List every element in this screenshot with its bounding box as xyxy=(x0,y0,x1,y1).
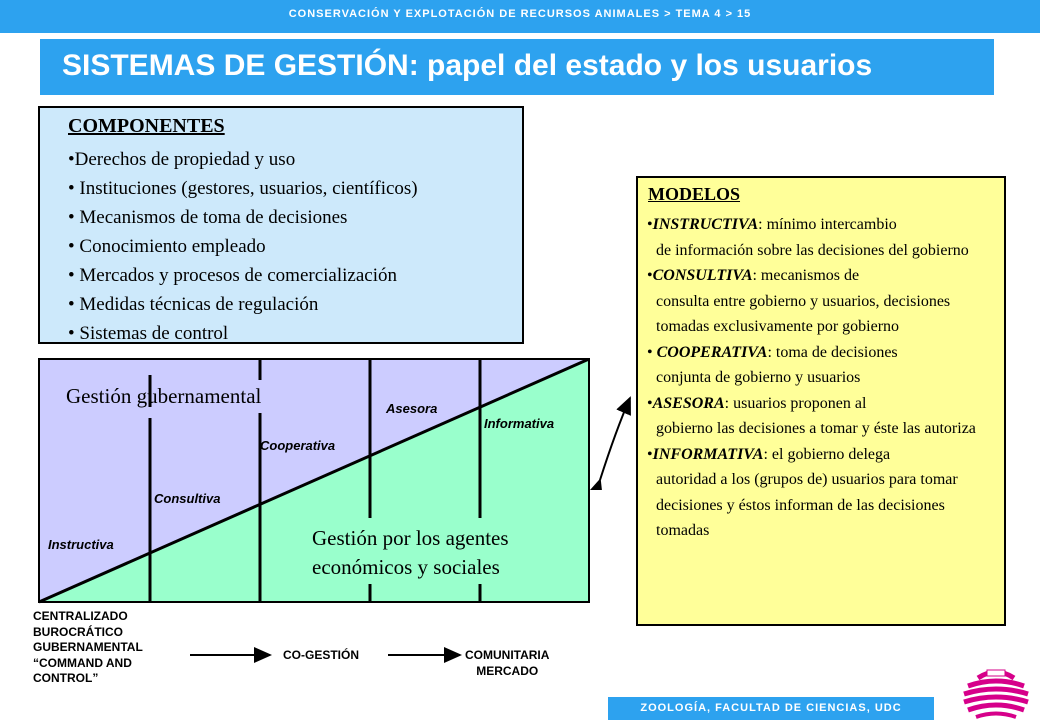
spectrum-line: “COMMAND AND xyxy=(33,655,132,670)
agents-label-line: económicos y sociales xyxy=(312,555,500,579)
model-item xyxy=(647,442,999,544)
agents-label-line: Gestión por los agentes xyxy=(312,526,509,550)
model-description: autoridad a los (grupos de) usuarios para tomar decisiones y éstos informan de las decisiones tomadas xyxy=(656,471,958,539)
footer-bar xyxy=(608,697,934,720)
model-key: INFORMATIVA xyxy=(652,445,764,463)
model-key: COOPERATIVA xyxy=(656,343,768,361)
model-text: : toma de decisiones xyxy=(767,343,898,361)
spectrum-line: BUROCRÁTICO xyxy=(33,624,123,639)
university-logo-icon xyxy=(956,664,1036,720)
spectrum-line: COMUNITARIA xyxy=(465,648,550,662)
list-item: • Instituciones (gestores, usuarios, científicos) xyxy=(68,178,418,199)
list-item: • Conocimiento empleado xyxy=(68,236,266,257)
model-item xyxy=(647,340,999,391)
model-key: INSTRUCTIVA xyxy=(652,216,759,233)
model-text: : mínimo intercambio xyxy=(758,216,897,233)
model-description: gobierno las decisiones a tomar y éste las autoriza xyxy=(656,420,976,437)
models-heading: MODELOS xyxy=(648,184,741,204)
title-banner xyxy=(40,39,994,95)
spectrum-line: MERCADO xyxy=(476,663,539,678)
stage-label: Informativa xyxy=(484,416,555,431)
spectrum-line: CONTROL” xyxy=(33,671,99,685)
bullet: • xyxy=(647,394,653,412)
bullet: • xyxy=(647,343,657,361)
list-item: • Mecanismos de toma de decisiones xyxy=(68,207,348,228)
models-list xyxy=(647,212,999,544)
model-description: conjunta de gobierno y usuarios xyxy=(656,369,861,386)
components-list xyxy=(68,145,418,348)
stage-label: Cooperativa xyxy=(260,438,336,453)
components-box xyxy=(38,106,524,344)
model-description: consulta entre gobierno y usuarios, decisiones tomadas exclusivamente por gobierno xyxy=(656,292,951,335)
stage-label: Instructiva xyxy=(48,537,114,552)
spectrum-line: GUBERNAMENTAL xyxy=(33,640,143,654)
bidirectional-arrow-icon xyxy=(600,398,630,480)
model-text: : usuarios proponen al xyxy=(724,394,867,412)
spectrum-left-label xyxy=(33,609,143,687)
list-item: • Mercados y procesos de comercialización xyxy=(68,265,397,286)
model-item xyxy=(647,391,999,442)
spectrum-line: CENTRALIZADO xyxy=(33,609,128,623)
components-heading: COMPONENTES xyxy=(68,115,225,137)
models-box xyxy=(636,176,1006,626)
bullet: • xyxy=(647,267,653,284)
footer-text: ZOOLOGÍA, FACULTAD DE CIENCIAS, UDC xyxy=(640,702,902,714)
list-item: • Medidas técnicas de regulación xyxy=(68,294,319,315)
agents-label xyxy=(312,524,509,582)
model-item xyxy=(647,212,999,263)
breadcrumb-bar xyxy=(0,0,1040,33)
government-label: Gestión gubernamental xyxy=(66,384,262,408)
stage-label: Asesora xyxy=(386,401,438,416)
bullet: • xyxy=(647,216,653,233)
spectrum-arrows xyxy=(180,645,470,665)
breadcrumb: CONSERVACIÓN Y EXPLOTACIÓN DE RECURSOS ANIMALES > TEMA 4 > 15 xyxy=(288,8,752,20)
stage-label: Consultiva xyxy=(154,491,221,506)
page-title: SISTEMAS DE GESTIÓN: papel del estado y los usuarios xyxy=(62,49,873,82)
model-key: ASESORA xyxy=(652,394,725,412)
model-key: CONSULTIVA xyxy=(652,267,753,284)
list-item: •Derechos de propiedad y uso xyxy=(68,149,296,170)
model-text: : el gobierno delega xyxy=(763,445,891,463)
model-text: : mecanismos de xyxy=(752,267,860,284)
model-item xyxy=(647,263,999,340)
spectrum-right-label xyxy=(465,648,549,679)
list-item: • Sistemas de control xyxy=(68,323,229,344)
model-description: de información sobre las decisiones del gobierno xyxy=(656,241,969,259)
spectrum-middle-label: CO-GESTIÓN xyxy=(283,648,360,662)
double-arrow xyxy=(590,390,636,490)
bullet: • xyxy=(647,445,653,463)
